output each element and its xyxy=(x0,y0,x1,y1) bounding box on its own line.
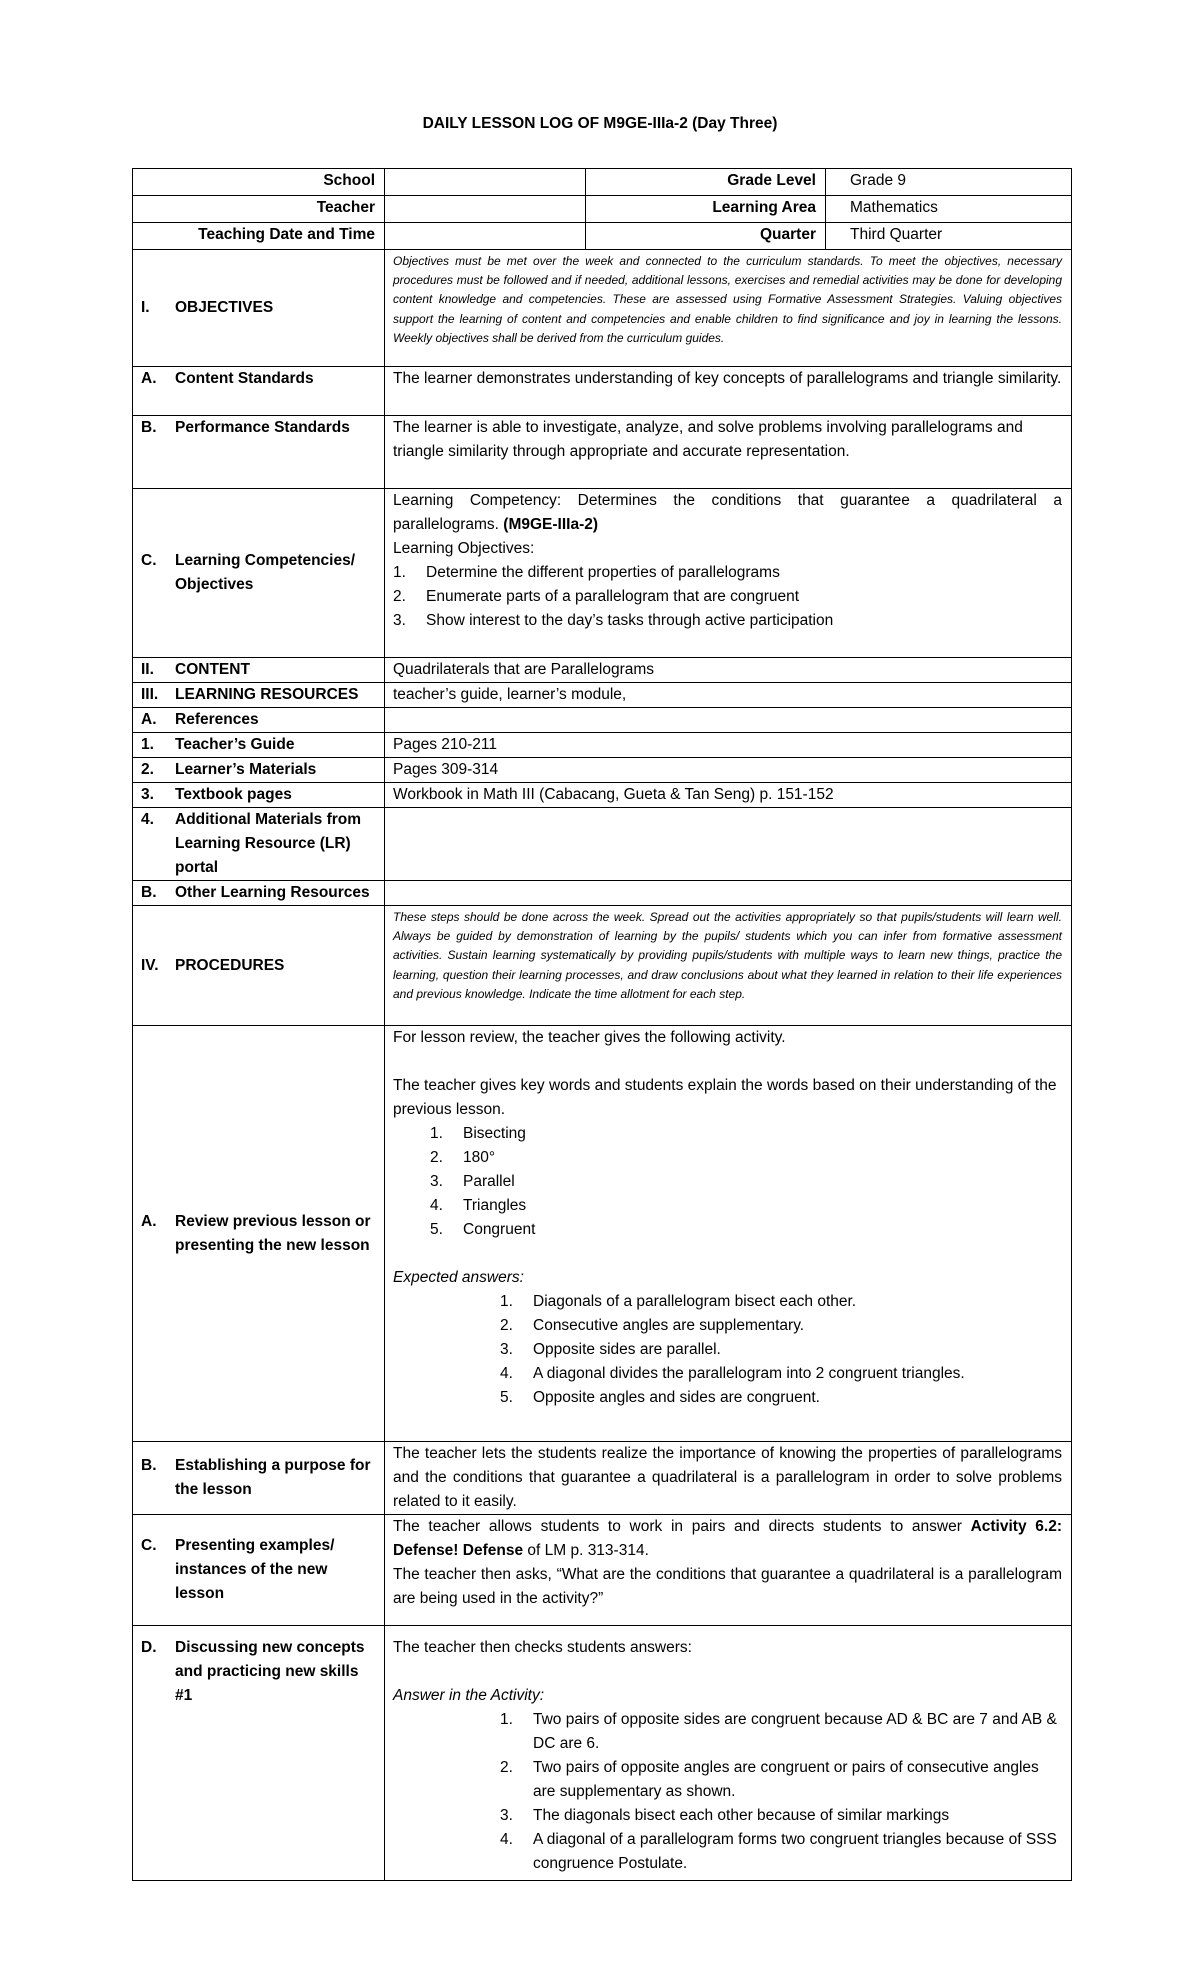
list-item-number: 2. xyxy=(500,1759,513,1776)
section-number: 2. xyxy=(141,761,154,778)
school-label: School xyxy=(133,169,385,196)
competencies-cell xyxy=(385,489,1072,658)
list-item xyxy=(393,561,1062,585)
section-number: 1. xyxy=(141,736,154,753)
grade-level-label: Grade Level xyxy=(586,169,826,196)
grade-level-value: Grade 9 xyxy=(826,169,1072,196)
list-item-number: 2. xyxy=(430,1149,443,1166)
content-standards-label xyxy=(133,367,385,416)
section-number: C. xyxy=(141,552,157,569)
examples-instruction-text: The teacher allows students to work in pairs and directs students to answer xyxy=(393,1518,962,1535)
teacher-label: Teacher xyxy=(133,196,385,223)
section-number: A. xyxy=(141,370,157,387)
performance-standards-row xyxy=(133,416,1072,489)
learning-objectives-heading: Learning Objectives: xyxy=(393,540,535,557)
learning-resources-text: teacher’s guide, learner’s module, xyxy=(385,683,1072,708)
discussing-cell xyxy=(385,1626,1072,1881)
additional-materials-label xyxy=(133,808,385,881)
learners-materials-row xyxy=(133,758,1072,783)
procedures-row xyxy=(133,906,1072,1026)
objectives-label xyxy=(133,250,385,367)
list-item-text: A diagonal of a parallelogram forms two congruent triangles because of SSS congruence Postulate. xyxy=(533,1831,1057,1872)
list-item-text: Two pairs of opposite angles are congruent or pairs of consecutive angles are supplementary as shown. xyxy=(533,1759,1039,1800)
section-label: CONTENT xyxy=(175,661,250,678)
teachers-guide-label xyxy=(133,733,385,758)
list-item-number: 3. xyxy=(430,1173,443,1190)
list-item-text: Consecutive angles are supplementary. xyxy=(533,1317,805,1334)
activity-title: Activity 6.2: Defense! Defense xyxy=(393,1518,1062,1559)
purpose-label xyxy=(133,1442,385,1515)
other-resources-row xyxy=(133,881,1072,906)
list-item-text: Diagonals of a parallelogram bisect each other. xyxy=(533,1293,857,1310)
list-item-number: 3. xyxy=(500,1807,513,1824)
section-label: Review previous lesson or presenting the new lesson xyxy=(175,1212,371,1254)
section-label: Content Standards xyxy=(175,370,314,387)
section-number: A. xyxy=(141,1212,157,1230)
list-item-number: 2. xyxy=(500,1317,513,1334)
section-number: B. xyxy=(141,884,157,901)
list-item-number: 5. xyxy=(500,1389,513,1406)
teaching-date-field[interactable] xyxy=(385,223,586,250)
section-label: References xyxy=(175,711,259,728)
learning-objectives-list xyxy=(393,561,1062,633)
quarter-label: Quarter xyxy=(586,223,826,250)
examples-label xyxy=(133,1515,385,1626)
section-label: Additional Materials from Learning Resource (LR) portal xyxy=(175,811,362,876)
list-item xyxy=(500,1708,1062,1756)
section-label: Learner’s Materials xyxy=(175,761,317,778)
list-item xyxy=(430,1146,1062,1170)
examples-cell xyxy=(385,1515,1072,1626)
list-item-number: 3. xyxy=(500,1341,513,1358)
list-item-text: A diagonal divides the parallelogram into 2 congruent triangles. xyxy=(533,1365,965,1382)
content-row xyxy=(133,658,1072,683)
textbook-text: Workbook in Math III (Cabacang, Gueta & Tan Seng) p. 151-152 xyxy=(385,783,1072,808)
list-item xyxy=(500,1828,1062,1876)
list-item-text: Parallel xyxy=(463,1173,515,1190)
examples-row xyxy=(133,1515,1072,1626)
teaching-date-label: Teaching Date and Time xyxy=(133,223,385,250)
list-item-number: 3. xyxy=(393,612,406,629)
competencies-label xyxy=(133,489,385,658)
list-item xyxy=(500,1338,1062,1362)
examples-instruction-tail: of LM p. 313-314. xyxy=(523,1542,649,1559)
list-item-text: The diagonals bisect each other because of similar markings xyxy=(533,1807,950,1824)
examples-instruction xyxy=(393,1515,1062,1563)
list-item-text: Two pairs of opposite sides are congruent because AD & BC are 7 and AB & DC are 6. xyxy=(533,1711,1057,1752)
teacher-row xyxy=(133,196,1072,223)
learners-materials-text: Pages 309-314 xyxy=(385,758,1072,783)
section-label: Teacher’s Guide xyxy=(175,736,295,753)
section-label: Discussing new concepts and practicing new skills #1 xyxy=(175,1639,365,1704)
purpose-row xyxy=(133,1442,1072,1515)
list-item-text: Show interest to the day’s tasks through active participation xyxy=(426,612,834,629)
list-item xyxy=(393,585,1062,609)
section-label: Performance Standards xyxy=(175,419,350,436)
section-number: I. xyxy=(141,299,150,316)
quarter-value: Third Quarter xyxy=(826,223,1072,250)
learners-materials-label xyxy=(133,758,385,783)
additional-materials-text xyxy=(385,808,1072,881)
section-number: B. xyxy=(141,1457,157,1474)
list-item-number: 2. xyxy=(393,588,406,605)
list-item-text: Determine the different properties of parallelograms xyxy=(426,564,780,581)
expected-answers-heading: Expected answers: xyxy=(393,1269,524,1286)
list-item xyxy=(393,609,1062,633)
section-number: D. xyxy=(141,1639,157,1656)
list-item xyxy=(500,1290,1062,1314)
learning-competency-text: Learning Competency: Determines the conditions that guarantee a quadrilateral a parallelograms. xyxy=(393,492,1062,533)
content-label xyxy=(133,658,385,683)
section-number: C. xyxy=(141,1537,157,1554)
list-item-text: Enumerate parts of a parallelogram that are congruent xyxy=(426,588,800,605)
review-label xyxy=(133,1026,385,1442)
activity-answers-heading: Answer in the Activity: xyxy=(393,1687,545,1704)
review-cell xyxy=(385,1026,1072,1442)
list-item xyxy=(500,1756,1062,1804)
competencies-row xyxy=(133,489,1072,658)
list-item-text: Triangles xyxy=(463,1197,527,1214)
list-item xyxy=(430,1218,1062,1242)
list-item-number: 4. xyxy=(430,1197,443,1214)
discussing-row xyxy=(133,1626,1072,1881)
references-row xyxy=(133,708,1072,733)
learning-resources-label xyxy=(133,683,385,708)
other-resources-text xyxy=(385,881,1072,906)
list-item xyxy=(430,1170,1062,1194)
references-text xyxy=(385,708,1072,733)
content-text: Quadrilaterals that are Parallelograms xyxy=(385,658,1072,683)
textbook-row xyxy=(133,783,1072,808)
learning-competency xyxy=(393,489,1062,537)
school-row xyxy=(133,169,1072,196)
list-item-text: Opposite angles and sides are congruent. xyxy=(533,1389,820,1406)
references-label xyxy=(133,708,385,733)
objectives-row xyxy=(133,250,1072,367)
section-label: PROCEDURES xyxy=(175,956,285,974)
performance-standards-text: The learner is able to investigate, analyze, and solve problems involving parallelograms and triangle similarity through appropriate and accurate representation. xyxy=(385,416,1072,489)
date-row xyxy=(133,223,1072,250)
list-item-text: 180° xyxy=(463,1149,496,1166)
list-item-text: Congruent xyxy=(463,1221,536,1238)
section-label: OBJECTIVES xyxy=(175,299,274,316)
section-label: Learning Competencies/ Objectives xyxy=(175,552,356,593)
section-label: Presenting examples/ instances of the new lesson xyxy=(175,1537,335,1602)
discussing-intro: The teacher then checks students answers: xyxy=(393,1639,692,1656)
list-item-number: 1. xyxy=(393,564,406,581)
section-number: IV. xyxy=(141,956,159,974)
list-item xyxy=(430,1194,1062,1218)
list-item xyxy=(500,1386,1062,1410)
other-resources-label xyxy=(133,881,385,906)
list-item xyxy=(500,1362,1062,1386)
purpose-text: The teacher lets the students realize the importance of knowing the properties of parallelograms and the conditions that guarantee a quadrilateral is a parallelogram in order to solve problems related to it easily. xyxy=(385,1442,1072,1515)
review-row xyxy=(133,1026,1072,1442)
section-number: 3. xyxy=(141,786,154,803)
content-standards-row xyxy=(133,367,1072,416)
section-label: Textbook pages xyxy=(175,786,292,803)
content-standards-text: The learner demonstrates understanding of key concepts of parallelograms and triangle similarity. xyxy=(385,367,1072,416)
competency-code: (M9GE-IIIa-2) xyxy=(503,516,599,533)
list-item-number: 1. xyxy=(430,1125,443,1142)
additional-materials-row xyxy=(133,808,1072,881)
lesson-log-table xyxy=(132,168,1072,1881)
section-label: LEARNING RESOURCES xyxy=(175,686,359,703)
performance-standards-label xyxy=(133,416,385,489)
examples-question: The teacher then asks, “What are the conditions that guarantee a quadrilateral is a parallelogram are being used in the activity?” xyxy=(393,1566,1062,1607)
page-title: DAILY LESSON LOG OF M9GE-IIIa-2 (Day Three) xyxy=(422,115,778,132)
section-number: II. xyxy=(141,661,154,678)
section-number: III. xyxy=(141,686,159,703)
procedures-note: These steps should be done across the week. Spread out the activities appropriately so that pupils/students will learn well. Always be guided by demonstration of learning by the pupils/ students which you can infer from formative assessment activities. Sustain learning systematically by providing pupils/students with multiple ways to learn new things, practice the learning, question their learning processes, and draw conclusions about what they learned in relation to their life experiences and previous knowledge. Indicate the time allotment for each step. xyxy=(385,906,1072,1026)
textbook-label xyxy=(133,783,385,808)
list-item xyxy=(430,1122,1062,1146)
procedures-label xyxy=(133,906,385,1026)
key-words-list xyxy=(393,1122,1062,1242)
section-number: A. xyxy=(141,711,157,728)
list-item-number: 4. xyxy=(500,1831,513,1848)
learning-area-value: Mathematics xyxy=(826,196,1072,223)
list-item-number: 4. xyxy=(500,1365,513,1382)
section-label: Other Learning Resources xyxy=(175,884,370,901)
list-item-text: Opposite sides are parallel. xyxy=(533,1341,721,1358)
learning-resources-row xyxy=(133,683,1072,708)
teachers-guide-row xyxy=(133,733,1072,758)
section-number: 4. xyxy=(141,811,154,828)
objectives-note: Objectives must be met over the week and connected to the curriculum standards. To meet the objectives, necessary procedures must be followed and if needed, additional lessons, exercises and remedial activities may be done for developing content knowledge and competencies. These are assessed using Formative Assessment Strategies. Valuing objectives support the learning of content and competencies and enable children to find significance and joy in learning the lessons. Weekly objectives shall be derived from the curriculum guides. xyxy=(385,250,1072,367)
activity-answers-list xyxy=(393,1708,1062,1876)
list-item-number: 5. xyxy=(430,1221,443,1238)
teachers-guide-text: Pages 210-211 xyxy=(385,733,1072,758)
discussing-label xyxy=(133,1626,385,1881)
list-item xyxy=(500,1804,1062,1828)
list-item-text: Bisecting xyxy=(463,1125,526,1142)
review-instruction: The teacher gives key words and students explain the words based on their understanding of the previous lesson. xyxy=(393,1077,1057,1118)
expected-answers-list xyxy=(393,1290,1062,1410)
list-item-number: 1. xyxy=(500,1711,513,1728)
teacher-field[interactable] xyxy=(385,196,586,223)
list-item-number: 1. xyxy=(500,1293,513,1310)
school-field[interactable] xyxy=(385,169,586,196)
review-intro: For lesson review, the teacher gives the following activity. xyxy=(393,1029,786,1046)
section-number: B. xyxy=(141,419,157,436)
section-label: Establishing a purpose for the lesson xyxy=(175,1457,371,1498)
learning-area-label: Learning Area xyxy=(586,196,826,223)
list-item xyxy=(500,1314,1062,1338)
